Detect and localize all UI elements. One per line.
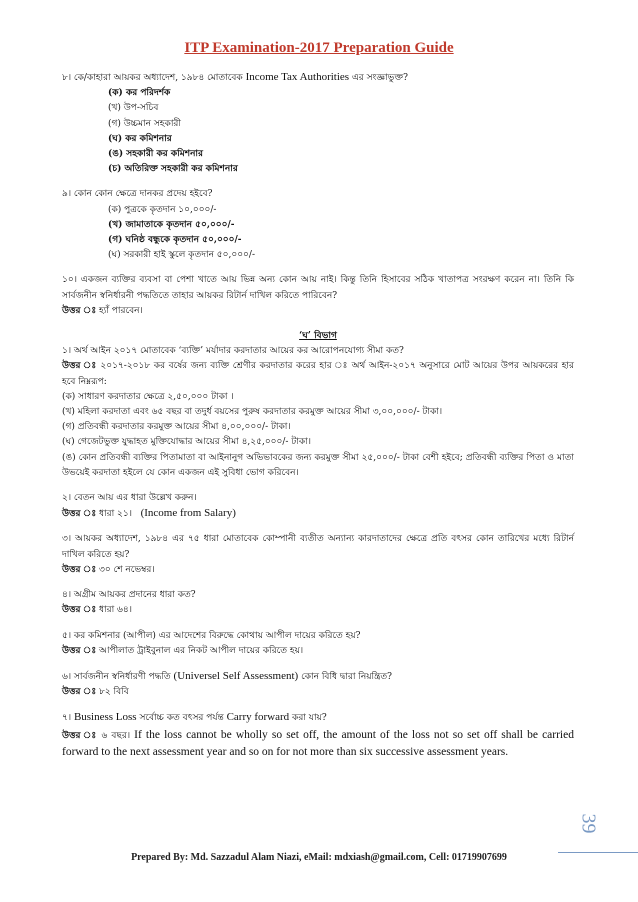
answer-text: আপীলাত ট্রাইবুনাল এর নিকট আপীল দায়ের করিতে হয়।: [96, 645, 304, 656]
section-question-3: ৩। আয়কর অধ্যাদেশ, ১৯৮৪ এর ৭৫ ধারা মোতাবেক কোম্পানী ব্যতীত অন্যান্য কারদাতাদের ক্ষেত্রে প্রতি বৎসর কোন তারিখের মধ্যে রিটার্ন দাখিল করিতে হয়?: [62, 534, 574, 560]
answer-10: [62, 304, 574, 319]
s1-item-gha: (ঘ) গেজেটভুক্ত যুদ্ধাহত মুক্তিযোদ্ধার আয়ের সীমা ৪,২৫,০০০/- টাকা।: [62, 437, 311, 448]
question-10: ১০। একজন ব্যক্তির ব্যবসা বা পেশা খাতে আয় ভিন্ন অন্য কোন আয় নাই। কিন্তু তিনি হিসাবের সঠিক খাতাপত্র সংরক্ষণ করেন না। তিনি কি সার্বজনীন স্বনির্ধারনী পদ্ধতিতে তাহার আয়কর রিটার্ন দাখিল করিতে পারিবেন?: [62, 275, 574, 301]
answer-label: উত্তর ঃ: [62, 730, 98, 741]
section-answer-5: [62, 644, 574, 659]
answer-label: উত্তর ঃ: [62, 564, 97, 575]
answer-bangla: ৬ বছর।: [97, 730, 135, 741]
question-8-english: Income Tax Authorities: [245, 71, 350, 83]
answer-label: উত্তর ঃ: [62, 361, 97, 372]
s1-item-umo: (ঙ) কোন প্রতিবন্ধী ব্যক্তির পিতামাতা বা আইনানুগ অভিভাবকের জন্য করমুক্ত সীমা ২৫,০০০/- টাকা বেশী হইবে; প্রতিবন্ধী ব্যক্তির পিতা ও মাতা উভয়েই করদাতা হইলে যে কোন একজন এই সুবিধা ভোগ করিবেন।: [62, 452, 574, 478]
question-suffix: কোন বিধি দ্বারা নিয়ন্ত্রিত?: [298, 671, 392, 682]
page-title: ITP Examination-2017 Preparation Guide: [184, 40, 454, 56]
answer-text: ৩০ শে নভেম্বর।: [96, 564, 155, 575]
q9-option-kha: (খ) জামাতাকে কৃতদান ৫০,০০০/-: [108, 219, 235, 230]
question-number: ৭।: [62, 713, 74, 724]
section-question-6: [62, 669, 574, 685]
answer-label: উত্তর ঃ: [62, 687, 97, 698]
answer-english: If the loss cannot be wholly so set off, the amount of the loss not so set off shall be carried forward to the next assessment year and so on for not more than six successive assessment years.: [62, 728, 574, 758]
q8-option-ka: (ক) কর পরিদর্শক: [108, 88, 171, 99]
answer-label: উত্তর ঃ: [62, 645, 97, 656]
answer-text: হ্যাঁ পারবেন।: [96, 305, 143, 316]
page-footer: Prepared By: Md. Sazzadul Alam Niazi, eMail: mdxiash@gmail.com, Cell: 01719907699: [131, 852, 507, 863]
q8-option-gha: (ঘ) কর কমিশনার: [108, 133, 172, 144]
question-english-2: Carry forward: [226, 711, 290, 724]
s1-item-ka: (ক) সাধারণ করদাতার ক্ষেত্রে ২,৫০,০০০ টাকা ।: [62, 391, 234, 402]
question-8-suffix: এর সংজ্ঞাভুক্ত?: [349, 73, 408, 83]
section-answer-1: [62, 359, 574, 389]
answer-label: উত্তর ঃ: [62, 605, 97, 616]
answer-text: ৮২ বিবি: [96, 687, 129, 698]
question-9: ৯। কোন কোন ক্ষেত্রে দানকর প্রদেয় হইবে?: [62, 189, 213, 200]
section-question-5: ৫। কর কমিশনার (আপীল) এর আদেশের বিরুদ্ধে কোথায় আপীল দায়ের করিতে হয়?: [62, 630, 361, 641]
q9-option-ka: (ক) পুত্রকে কৃতদান ১০,০০০/-: [108, 204, 217, 215]
section-question-1: ১। অর্থ আইন ২০১৭ মোতাবেক ‘ব্যক্তি’ মর্যাদার করদাতার আয়ের কর আরোপনযোগ্য সীমা কত?: [62, 346, 404, 357]
q9-option-ga: (গ) ঘনিষ্ঠ বন্ধুকে কৃতদান ৫০,০০০/-: [108, 235, 242, 246]
q8-option-kha: (খ) উপ-সচিব: [108, 103, 159, 114]
question-8: [62, 70, 574, 86]
q9-option-gha: (ঘ) সরকারী হাই স্কুলে কৃতদান ৫০,০০০/-: [108, 250, 255, 261]
answer-text: ২০১৭-২০১৮ কর বর্ষের জন্য ব্যক্তি শ্রেণীর করদাতার করের হার ঃ অর্থ আইন-২০১৭ অনুসারে মোট আয়ের উপর আয়করের হার হবে নিম্নরূপ:: [62, 361, 574, 387]
question-8-text: ৮। কে/কাহারা আয়কর অধ্যাদেশ, ১৯৮৪ মোতাবেক: [62, 73, 246, 83]
answer-label: উত্তর ঃ: [62, 509, 97, 520]
answer-text: ধারা ২১।: [96, 509, 132, 520]
q8-option-umo: (ঙ) সহকারী কর কমিশনার: [108, 149, 203, 160]
section-answer-2: [62, 506, 574, 522]
section-answer-4: [62, 603, 574, 618]
answer-label: উত্তর ঃ: [62, 305, 97, 316]
q8-option-cha: (চ) অতিরিক্ত সহকারী কর কমিশনার: [108, 164, 238, 175]
question-suffix: করা যায়?: [289, 713, 327, 724]
document-body: [62, 70, 574, 760]
section-answer-3: [62, 563, 574, 578]
answer-text: ধারা ৬৪।: [96, 605, 132, 616]
question-english-1: Business Loss: [73, 711, 137, 724]
section-answer-7: [62, 727, 574, 760]
s1-item-kha: (খ) মহিলা করদাতা এবং ৬৫ বছর বা তদুর্ধ বয়সের পুরুষ করদাতার করমুক্ত আয়ের সীমা ৩,০০,০০০/- টাকা।: [62, 407, 443, 418]
answer-english: (Income from Salary): [140, 507, 236, 520]
section-heading: ‘ঘ’ বিভাগ: [299, 331, 337, 342]
q8-option-ga: (গ) উচ্চমান সহকারী: [108, 118, 181, 129]
section-question-7: [62, 710, 574, 726]
section-question-2: ২। বেতন আয় এর ধারা উল্লেখ করুন।: [62, 493, 197, 504]
question-text: ৬। সার্বজনীন স্বনির্ধারণী পদ্ধতি: [62, 671, 174, 682]
page-number: 39: [577, 813, 600, 834]
section-question-4: ৪। অগ্রীম আয়কর প্রদানের ধারা কত?: [62, 590, 196, 601]
question-english: (Universel Self Assessment): [173, 669, 299, 682]
s1-item-ga: (গ) প্রতিবন্ধী করদাতার করমুক্ত আয়ের সীমা ৪,০০,০০০/- টাকা।: [62, 422, 291, 433]
section-answer-6: [62, 685, 574, 700]
question-text: সর্বোচ্চ কত বৎসর পর্যন্ত: [136, 713, 227, 724]
